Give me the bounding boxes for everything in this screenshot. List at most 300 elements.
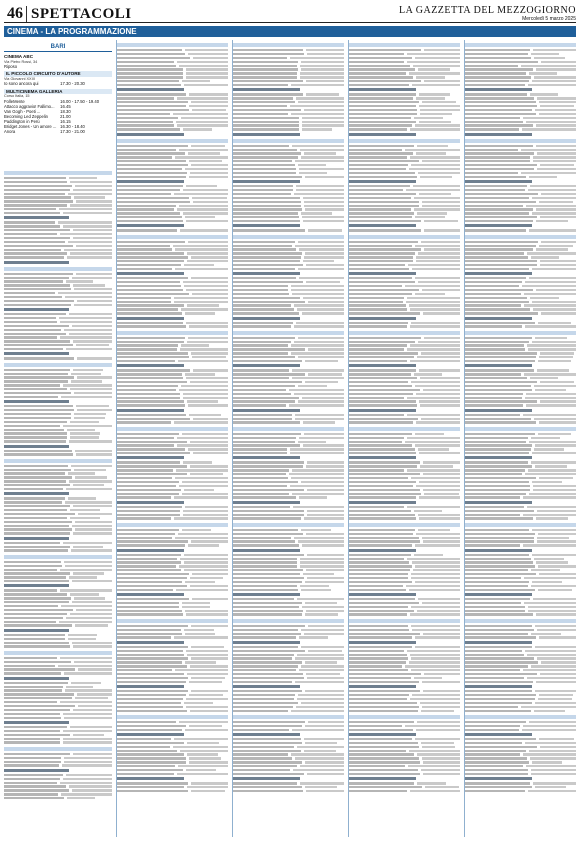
text-line: [4, 469, 112, 471]
text-line: [4, 369, 112, 371]
text-line: [349, 669, 460, 671]
text-line: [465, 602, 576, 604]
text-line: [4, 701, 112, 703]
text-line: [349, 193, 460, 195]
text-line: [4, 480, 112, 482]
text-line: [465, 229, 576, 231]
text-line: [349, 385, 460, 387]
text-line: [4, 634, 112, 636]
text-line: [465, 685, 532, 688]
text-line: [349, 681, 460, 683]
text-line: [233, 721, 344, 723]
text-line: [233, 506, 344, 508]
text-line: [233, 352, 344, 354]
text-line: [465, 272, 532, 275]
text-line: [465, 252, 576, 254]
text-line: [117, 729, 228, 731]
text-line: [117, 613, 228, 615]
text-line: [4, 555, 112, 559]
text-line: [349, 646, 460, 648]
text-line: [233, 677, 344, 679]
text-line: [349, 241, 460, 243]
issue-date: Mercoledì 5 marzo 2025: [522, 16, 576, 22]
text-line: [233, 97, 344, 99]
text-line: [233, 189, 344, 191]
text-line: [117, 477, 228, 479]
text-line: [117, 496, 228, 498]
text-line: [349, 654, 460, 656]
text-line: [465, 268, 576, 270]
text-line: [4, 601, 112, 603]
text-line: [233, 465, 344, 467]
text-line: [465, 690, 576, 692]
text-line: [465, 356, 576, 358]
text-line: [465, 397, 576, 399]
text-line: [117, 657, 228, 659]
text-line: [349, 325, 460, 327]
text-line: [117, 544, 228, 546]
text-line: [349, 427, 460, 431]
text-line: [349, 113, 460, 115]
text-line: [4, 686, 112, 688]
text-line: [4, 450, 112, 452]
text-line: [117, 149, 228, 151]
text-line: [117, 561, 228, 563]
text-line: [233, 433, 344, 435]
text-line: [349, 414, 460, 416]
text-line: [233, 61, 344, 63]
text-line: [233, 558, 344, 560]
text-line: [465, 80, 576, 82]
showtimes: 16.00 - 17.50 - 19.40: [60, 98, 100, 104]
text-line: [4, 501, 112, 503]
text-line: [233, 529, 344, 531]
text-line: [233, 373, 344, 375]
text-line: [349, 352, 460, 354]
text-line: [465, 331, 576, 335]
text-line: [465, 473, 576, 475]
text-line: [117, 506, 228, 508]
text-line: [117, 540, 228, 542]
text-line: [465, 289, 576, 291]
text-line: [349, 565, 460, 567]
text-line: [4, 229, 112, 231]
text-line: [4, 333, 112, 335]
film-title: FolleMente: [4, 98, 25, 104]
text-line: [4, 193, 112, 195]
text-line: [233, 400, 344, 402]
text-line: [4, 459, 112, 463]
text-line: [117, 72, 228, 74]
text-line: [465, 393, 576, 395]
text-line: [233, 485, 344, 487]
text-line: [349, 554, 460, 556]
text-line: [233, 293, 344, 295]
text-line: [233, 364, 300, 367]
text-line: [349, 733, 416, 736]
text-line: [465, 264, 576, 266]
text-line: [233, 782, 344, 784]
text-line: [349, 710, 460, 712]
listings-column-5: [464, 40, 576, 837]
text-line: [117, 753, 228, 755]
text-line: [233, 369, 344, 371]
text-line: [233, 554, 344, 556]
text-line: [349, 577, 460, 579]
text-line: [465, 149, 576, 151]
text-line: [4, 677, 69, 680]
text-line: [465, 501, 532, 504]
text-line: [465, 786, 576, 788]
text-line: [117, 400, 228, 402]
text-line: [349, 665, 460, 667]
text-line: [4, 329, 112, 331]
text-line: [465, 88, 532, 91]
text-line: [349, 189, 460, 191]
text-line: [117, 180, 184, 183]
text-line: [349, 433, 460, 435]
text-line: [465, 61, 576, 63]
text-line: [349, 348, 460, 350]
text-line: [233, 281, 344, 283]
text-line: [233, 573, 344, 575]
text-line: [117, 593, 184, 596]
text-line: [349, 738, 460, 740]
text-line: [4, 576, 112, 578]
text-line: [349, 360, 460, 362]
text-line: [465, 757, 576, 759]
text-line: [349, 381, 460, 383]
text-line: [4, 249, 112, 251]
text-line: [117, 113, 228, 115]
text-line: [117, 404, 228, 406]
text-line: [117, 248, 228, 250]
text-line: [349, 606, 460, 608]
text-line: [4, 549, 112, 551]
text-line: [349, 469, 460, 471]
text-line: [233, 619, 344, 623]
text-line: [349, 97, 460, 99]
film-title: Anora: [4, 129, 16, 135]
text-line: [349, 229, 460, 231]
text-line: [349, 281, 460, 283]
text-line: [349, 53, 460, 55]
text-line: [465, 493, 576, 495]
text-line: [4, 597, 112, 599]
text-line: [465, 673, 576, 675]
text-line: [4, 476, 112, 478]
text-line: [349, 277, 460, 279]
text-line: [349, 418, 460, 420]
text-line: [465, 661, 576, 663]
text-line: [349, 589, 460, 591]
text-line: [465, 293, 576, 295]
showtimes: 16.30 - 18.40: [60, 124, 85, 130]
text-line: [117, 317, 184, 320]
text-line: [465, 452, 576, 454]
text-line: [349, 529, 460, 531]
text-line: [233, 128, 344, 130]
text-line: [233, 201, 344, 203]
text-line: [465, 304, 576, 306]
text-line: [233, 385, 344, 387]
text-line: [349, 777, 416, 780]
text-line: [117, 409, 184, 412]
text-line: [4, 300, 112, 302]
text-line: [465, 706, 576, 708]
text-line: [349, 216, 460, 218]
text-line: [233, 317, 300, 320]
text-line: [4, 546, 112, 548]
text-line: [117, 549, 184, 552]
text-line: [117, 569, 228, 571]
text-line: [349, 220, 460, 222]
text-line: [4, 388, 112, 390]
text-line: [465, 105, 576, 107]
text-line: [349, 421, 460, 423]
text-line: [117, 681, 228, 683]
text-line: [349, 790, 460, 792]
text-line: [233, 561, 344, 563]
text-line: [349, 573, 460, 575]
text-line: [117, 773, 228, 775]
text-line: [117, 685, 184, 688]
text-line: [117, 414, 228, 416]
text-line: [117, 235, 228, 239]
text-line: [117, 661, 228, 663]
text-line: [349, 782, 460, 784]
text-line: [4, 528, 112, 530]
text-line: [233, 377, 344, 379]
text-line: [233, 610, 344, 612]
text-line: [4, 492, 69, 495]
text-line: [465, 201, 576, 203]
text-line: [233, 606, 344, 608]
text-line: [465, 341, 576, 343]
text-line: [233, 477, 344, 479]
text-line: [349, 397, 460, 399]
text-line: [465, 729, 576, 731]
text-line: [465, 485, 576, 487]
text-line: [349, 636, 460, 638]
text-line: [4, 292, 112, 294]
text-line: [117, 489, 228, 491]
text-line: [233, 149, 344, 151]
text-line: [117, 68, 228, 70]
text-line: [349, 702, 460, 704]
text-line: [465, 523, 576, 527]
text-line: [4, 629, 69, 632]
text-line: [117, 168, 228, 170]
text-line: [349, 88, 416, 91]
text-line: [233, 710, 344, 712]
text-line: [117, 145, 228, 147]
text-line: [465, 212, 576, 214]
text-line: [349, 61, 460, 63]
text-line: [465, 750, 576, 752]
text-line: [349, 43, 460, 47]
text-line: [117, 197, 228, 199]
text-line: [4, 661, 112, 663]
text-line: [349, 750, 460, 752]
text-line: [233, 421, 344, 423]
text-line: [117, 268, 228, 270]
text-line: [233, 757, 344, 759]
text-line: [349, 404, 460, 406]
text-line: [233, 698, 344, 700]
text-line: [4, 436, 112, 438]
text-line: [117, 481, 228, 483]
text-line: [233, 694, 344, 696]
text-line: [117, 53, 228, 55]
text-line: [117, 444, 228, 446]
text-line: [349, 160, 460, 162]
text-line: [349, 124, 460, 126]
text-line: [349, 465, 460, 467]
city-heading: BARI: [4, 43, 112, 52]
film-title: Attacco aggravio! Fallimo...: [4, 103, 55, 109]
text-line: [4, 642, 112, 644]
listings-columns: [4, 40, 576, 837]
cinema-name: CINEMA ABC: [4, 54, 34, 59]
text-line: [4, 668, 112, 670]
text-line: [349, 212, 460, 214]
text-line: [233, 109, 344, 111]
text-line: [233, 341, 344, 343]
text-line: [233, 308, 344, 310]
text-line: [465, 325, 576, 327]
text-line: [349, 409, 416, 412]
text-line: [349, 456, 416, 459]
text-line: [349, 93, 460, 95]
text-line: [465, 241, 576, 243]
text-line: [233, 738, 344, 740]
text-line: [4, 584, 69, 587]
text-line: [4, 325, 112, 327]
text-line: [465, 657, 576, 659]
text-line: [117, 389, 228, 391]
cinema-address: Via Pietro Rossi, 34: [4, 59, 38, 64]
text-line: [233, 325, 344, 327]
text-line: [117, 252, 228, 254]
text-line: [4, 432, 112, 434]
text-line: [349, 510, 460, 512]
text-line: [233, 304, 344, 306]
section-title: SPETTACOLI: [31, 6, 132, 22]
text-line: [465, 746, 576, 748]
text-line: [349, 753, 460, 755]
text-line: [4, 363, 112, 367]
text-line: [349, 297, 460, 299]
cinema-name: IL PICCOLO CIRCUITO D'AUTORE: [4, 71, 112, 77]
text-line: [349, 197, 460, 199]
text-line: [117, 176, 228, 178]
text-line: [233, 489, 344, 491]
text-line: [117, 461, 228, 463]
text-line: [233, 729, 344, 731]
text-line: [349, 715, 460, 719]
text-line: [349, 105, 460, 107]
text-line: [349, 185, 460, 187]
text-line: [4, 340, 112, 342]
text-line: [233, 540, 344, 542]
text-line: [233, 452, 344, 454]
text-line: [117, 694, 228, 696]
text-line: [117, 312, 228, 314]
text-line: [465, 43, 576, 47]
text-line: [4, 384, 112, 386]
text-line: [4, 429, 112, 431]
text-line: [465, 433, 576, 435]
text-line: [117, 80, 228, 82]
text-line: [4, 761, 112, 763]
text-line: [4, 726, 112, 728]
text-line: [349, 461, 460, 463]
text-line: [233, 93, 344, 95]
text-line: [233, 176, 344, 178]
text-line: [233, 414, 344, 416]
text-line: [117, 156, 228, 158]
text-line: [4, 778, 112, 780]
text-line: [233, 53, 344, 55]
text-line: [117, 224, 184, 227]
text-line: [117, 514, 228, 516]
text-line: [465, 477, 576, 479]
text-line: [349, 517, 460, 519]
text-line: [465, 710, 576, 712]
text-line: [4, 396, 112, 398]
text-line: [117, 485, 228, 487]
text-line: [233, 322, 344, 324]
text-line: [233, 633, 344, 635]
text-line: [4, 785, 112, 787]
text-line: [4, 261, 69, 264]
text-line: [117, 441, 228, 443]
text-line: [233, 725, 344, 727]
text-line: [233, 706, 344, 708]
text-line: [4, 313, 112, 315]
text-line: [465, 533, 576, 535]
text-line: [465, 753, 576, 755]
text-line: [233, 569, 344, 571]
text-line: [465, 469, 576, 471]
text-line: [117, 61, 228, 63]
text-line: [349, 610, 460, 612]
text-line: [349, 176, 460, 178]
text-line: [4, 774, 112, 776]
text-line: [4, 593, 112, 595]
text-line: [117, 742, 228, 744]
text-line: [117, 533, 228, 535]
text-line: [233, 164, 344, 166]
text-line: [233, 72, 344, 74]
text-line: [465, 540, 576, 542]
text-line: [117, 619, 228, 623]
text-line: [233, 229, 344, 231]
text-line: [117, 105, 228, 107]
text-line: [117, 285, 228, 287]
text-line: [349, 694, 460, 696]
text-line: [117, 208, 228, 210]
listing-row: [4, 129, 112, 134]
text-line: [465, 152, 576, 154]
text-line: [4, 509, 112, 511]
text-line: [349, 581, 460, 583]
text-line: [117, 558, 228, 560]
text-line: [233, 657, 344, 659]
text-line: [117, 373, 228, 375]
text-line: [465, 404, 576, 406]
